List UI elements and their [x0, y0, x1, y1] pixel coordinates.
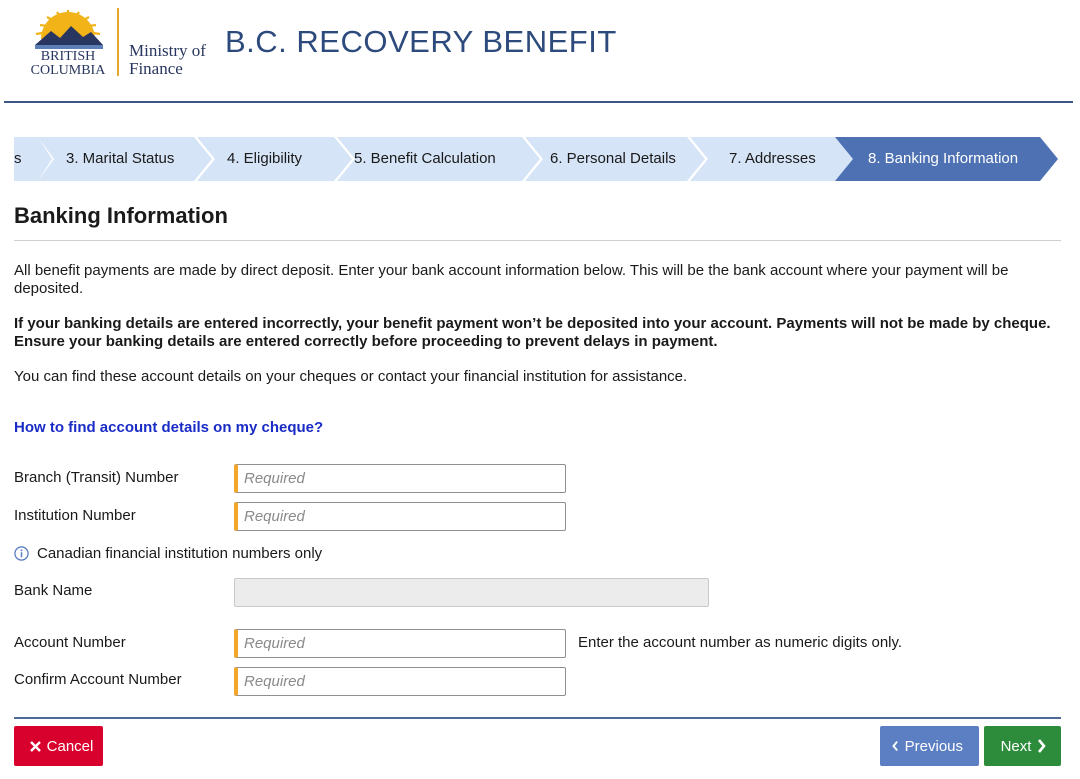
step-addresses[interactable]: 7. Addresses — [729, 150, 816, 167]
step-benefit-calculation[interactable]: 5. Benefit Calculation — [354, 150, 496, 167]
logo-line-1: BRITISH — [40, 49, 96, 64]
account-number-input[interactable] — [234, 629, 566, 658]
intro-text: All benefit payments are made by direct deposit. Enter your bank account information below. This will be the bank account where your payment will be deposited. — [14, 262, 1009, 297]
ministry-name — [129, 42, 206, 78]
institution-number-label: Institution Number — [14, 507, 136, 524]
bank-name-label: Bank Name — [14, 582, 93, 599]
branch-number-input[interactable] — [234, 464, 566, 493]
info-icon — [14, 546, 29, 561]
step-marital-status[interactable]: 3. Marital Status — [66, 150, 175, 167]
step-partial-label: s — [14, 150, 22, 167]
page-title: Banking Information — [14, 203, 228, 228]
previous-button-label: Previous — [904, 737, 963, 755]
bank-name-field — [234, 578, 709, 607]
logo-divider — [117, 8, 119, 76]
chevron-left-icon — [892, 739, 899, 753]
institution-number-input[interactable] — [234, 502, 566, 531]
step-banking-information: 8. Banking Information — [868, 150, 1019, 167]
title-divider — [14, 240, 1061, 241]
app-title: B.C. RECOVERY BENEFIT — [225, 24, 617, 59]
previous-button[interactable] — [880, 726, 979, 766]
cancel-button-label: Cancel — [46, 737, 94, 755]
ministry-line-1: Ministry of — [129, 41, 206, 60]
cheque-help-link[interactable]: How to find account details on my cheque? — [14, 419, 324, 436]
step-eligibility[interactable]: 4. Eligibility — [227, 150, 303, 167]
institution-note — [14, 545, 322, 562]
institution-note-text: Canadian financial institution numbers only — [37, 545, 323, 562]
step-personal-details[interactable]: 6. Personal Details — [550, 150, 676, 167]
next-button[interactable] — [984, 726, 1061, 766]
logo-wordmark — [26, 50, 110, 78]
warning-text: If your banking details are entered incorrectly, your benefit payment won’t be deposited into your account. Payments will not be made by cheque. Ensure your banking details are entered correctly before proceeding to prevent delays in payment. — [14, 315, 1051, 350]
find-details-text: You can find these account details on your cheques or contact your financial institution for assistance. — [14, 368, 688, 385]
close-icon — [30, 741, 41, 752]
branch-number-label: Branch (Transit) Number — [14, 469, 179, 486]
progress-stepper — [14, 137, 1060, 181]
next-button-label: Next — [1000, 737, 1032, 755]
footer-divider — [14, 717, 1061, 719]
account-number-label: Account Number — [14, 634, 126, 651]
header-divider — [4, 101, 1073, 103]
logo-line-2: COLUMBIA — [30, 63, 106, 78]
site-header — [0, 0, 1080, 104]
cancel-button[interactable] — [14, 726, 103, 766]
account-number-hint: Enter the account number as numeric digits only. — [578, 634, 903, 651]
chevron-right-icon — [1037, 739, 1046, 753]
ministry-line-2: Finance — [129, 59, 183, 78]
confirm-account-number-input[interactable] — [234, 667, 566, 696]
confirm-account-number-label: Confirm Account Number — [14, 671, 182, 688]
